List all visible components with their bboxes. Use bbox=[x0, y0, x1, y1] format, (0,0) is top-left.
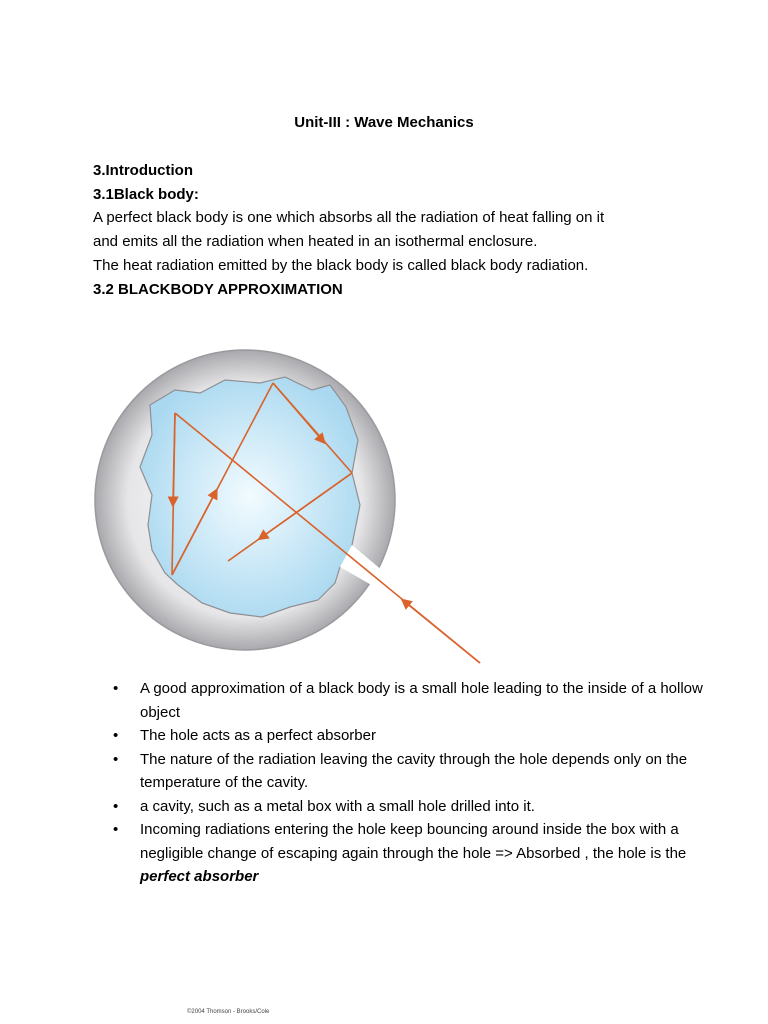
cavity-diagram bbox=[90, 345, 490, 675]
bullet-list bbox=[113, 677, 713, 889]
bullet-text: The hole acts as a perfect absorber bbox=[140, 727, 376, 744]
page-title: Unit-III : Wave Mechanics bbox=[294, 114, 474, 131]
emphasis-text: perfect absorber bbox=[140, 868, 259, 885]
bullet-text: Incoming radiations entering the hole keep bouncing around inside the box with a negligible change of escaping again through the hole => Absorbed , the hole is the bbox=[140, 821, 687, 862]
bullet-text: A good approximation of a black body is a small hole leading to the inside of a hollow object bbox=[140, 680, 703, 721]
bullet-icon: • bbox=[113, 750, 119, 768]
section-heading-introduction: 3.Introduction bbox=[93, 162, 193, 179]
section-heading-black-body: 3.1Black body: bbox=[93, 186, 199, 203]
bullet-icon: • bbox=[113, 727, 119, 744]
bullet-icon: • bbox=[113, 797, 119, 815]
list-item bbox=[113, 724, 713, 748]
paragraph-line: The heat radiation emitted by the black body is called black body radiation. bbox=[93, 257, 589, 274]
bullet-text: The nature of the radiation leaving the cavity through the hole depends only on the temperature of the cavity. bbox=[140, 750, 688, 791]
figure-credit: ©2004 Thomson - Brooks/Cole bbox=[187, 1009, 270, 1015]
bullet-text: a cavity, such as a metal box with a small hole drilled into it. bbox=[140, 797, 535, 815]
paragraph-line: A perfect black body is one which absorbs all the radiation of heat falling on it bbox=[93, 209, 605, 226]
list-item bbox=[113, 748, 713, 795]
list-item bbox=[113, 795, 713, 819]
bullet-icon: • bbox=[113, 821, 119, 838]
bullet-icon: • bbox=[113, 680, 119, 697]
list-item bbox=[113, 818, 713, 889]
paragraph-line: and emits all the radiation when heated in an isothermal enclosure. bbox=[93, 233, 538, 250]
list-item bbox=[113, 677, 713, 724]
section-heading-blackbody-approximation: 3.2 BLACKBODY APPROXIMATION bbox=[93, 281, 343, 298]
